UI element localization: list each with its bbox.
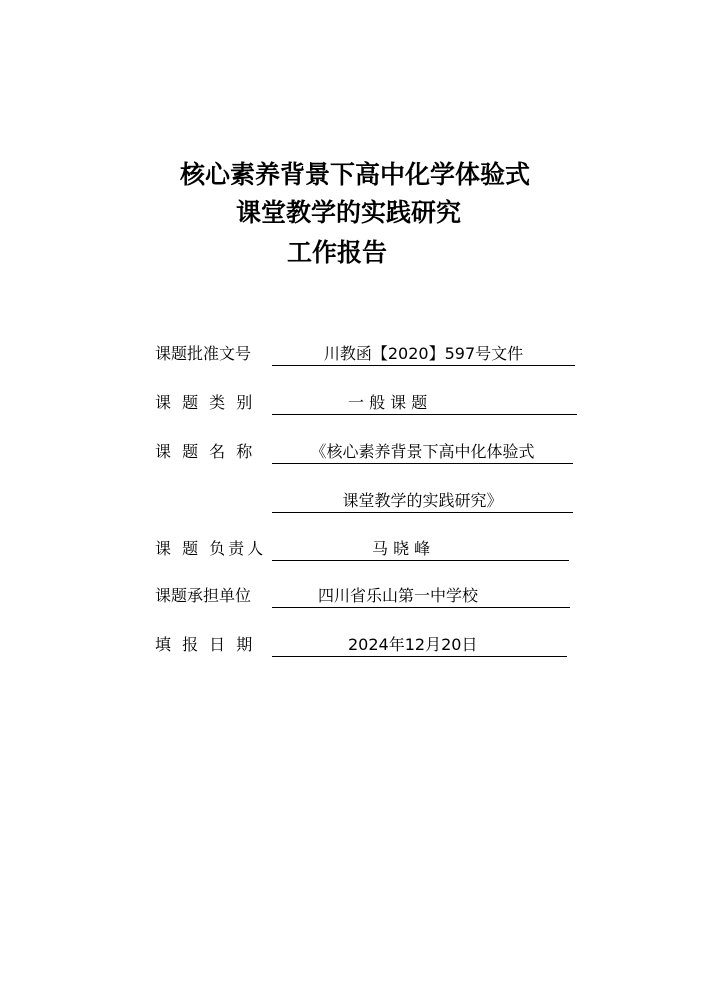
report-title-line-2: 课堂教学的实践研究 xyxy=(236,198,462,227)
project-name-value-line-1: 《核心素养背景下高中化体验式 xyxy=(272,437,573,464)
category-row xyxy=(0,388,707,418)
category-label: 课 题 类 别 xyxy=(155,393,256,412)
report-date-row xyxy=(0,630,707,660)
project-name-value-line-2: 课堂教学的实践研究》 xyxy=(272,486,573,513)
undertaking-unit-label: 课题承担单位 xyxy=(155,586,252,605)
approval-number-value: 川教函【2020】597号文件 xyxy=(272,339,575,366)
project-leader-label: 课 题 负责人 xyxy=(155,539,267,558)
category-value: 一 般 课 题 xyxy=(272,388,577,415)
project-leader-value: 马 晓 峰 xyxy=(272,534,569,561)
undertaking-unit-value: 四川省乐山第一中学校 xyxy=(272,581,570,608)
project-leader-row xyxy=(0,534,707,564)
undertaking-unit-row xyxy=(0,581,707,611)
project-name-continuation-row xyxy=(0,486,707,516)
project-name-label: 课 题 名 称 xyxy=(155,442,256,461)
approval-number-row xyxy=(0,339,707,369)
report-date-value: 2024年12月20日 xyxy=(272,630,567,657)
report-title-line-1: 核心素养背景下高中化学体验式 xyxy=(180,160,531,189)
report-date-label: 填 报 日 期 xyxy=(155,635,256,654)
report-title-line-3: 工作报告 xyxy=(287,238,388,267)
project-name-row xyxy=(0,437,707,467)
approval-number-label: 课题批准文号 xyxy=(155,344,252,363)
